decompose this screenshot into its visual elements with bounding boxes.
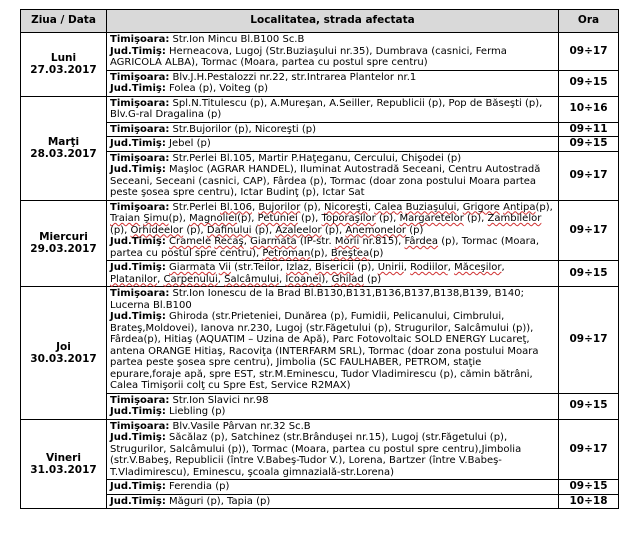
col-header-location: Localitatea, strada afectata	[107, 10, 559, 33]
hours-cell: 09÷17	[559, 287, 619, 394]
day-date: 30.03.2017	[30, 352, 97, 365]
col-header-day: Ziua / Data	[21, 10, 107, 33]
schedule-row	[21, 200, 619, 261]
schedule-row	[21, 122, 619, 137]
affected-streets: Str.Ion Slavici nr.98	[169, 394, 269, 406]
day-name: Marţi	[47, 136, 80, 148]
location-line	[110, 202, 555, 237]
area-label: Timişoara:	[110, 394, 170, 406]
area-label: Jud.Timiş:	[110, 83, 166, 94]
area-label: Jud.Timiş:	[110, 262, 166, 273]
affected-streets: Măguri (p), Tapia (p)	[165, 495, 271, 507]
location-line	[110, 406, 555, 418]
affected-streets: Ferendia (p)	[165, 481, 230, 492]
affected-streets: Str.Ion Mincu Bl.B100 Sc.B	[169, 34, 305, 45]
schedule-row	[21, 261, 619, 287]
location-cell	[107, 137, 559, 152]
location-line	[110, 421, 555, 433]
schedule-row	[21, 33, 619, 71]
location-cell	[107, 122, 559, 137]
location-line	[110, 496, 555, 508]
location-cell	[107, 419, 559, 480]
location-cell	[107, 480, 559, 495]
area-label: Jud.Timiş:	[110, 432, 166, 443]
hours-cell: 09÷17	[559, 151, 619, 200]
area-label: Jud.Timiş:	[110, 406, 166, 417]
location-cell	[107, 33, 559, 71]
schedule-row	[21, 137, 619, 152]
schedule-row	[21, 480, 619, 495]
day-date: 29.03.2017	[30, 243, 97, 256]
location-line	[110, 153, 555, 165]
affected-streets: Blv.J.H.Pestalozzi nr.22, str.Intrarea Plantelor nr.1	[169, 71, 417, 83]
day-cell	[21, 33, 107, 97]
location-line	[110, 164, 555, 199]
day-name: Vineri	[46, 451, 81, 464]
location-line	[110, 311, 555, 392]
schedule-row	[21, 151, 619, 200]
day-date: 28.03.2017	[30, 148, 97, 160]
area-label: Timişoara:	[110, 201, 170, 213]
day-name: Luni	[50, 52, 77, 65]
hours-cell: 09÷15	[559, 261, 619, 287]
area-label: Timişoara:	[110, 97, 170, 109]
schedule-row	[21, 70, 619, 96]
affected-streets: Blv.Vasile Pârvan nr.32 Sc.B	[169, 420, 311, 432]
hours-cell: 10÷18	[559, 494, 619, 509]
schedule-row	[21, 96, 619, 122]
affected-streets: Folea (p), Voiteg (p)	[165, 83, 269, 94]
location-line	[110, 98, 555, 121]
hours-cell: 09÷17	[559, 200, 619, 261]
day-cell	[21, 287, 107, 420]
affected-streets: Herneacova, Lugoj (Str.Buziaşului nr.35), Dumbrava (casnici, Ferma AGRICOLA ALBA), Tormac (Moara, partea cu postul spre centru)	[110, 45, 507, 68]
location-line	[110, 46, 555, 69]
hours-cell: 09÷15	[559, 137, 619, 152]
affected-streets: Giarmata Vii (str.Teilor, Izlaz, Bisericii (p), Unirii, Rodiilor, Măceşilor, Platanilor, Carpenului, Salcâmului, Icoanei), Ghilad (p)	[110, 262, 505, 285]
location-line	[110, 262, 555, 285]
affected-streets: Maşloc (AGRAR HANDEL), Iluminat Autostradă Seceani, Centru Autostradă Seceani, Seceani (casnici, CAP), Fârdea (p), Tormac (doar zona postului Moara partea peste şosea spre centru), Ictar Budinţ (p), Ictar Sat	[110, 164, 541, 198]
location-line	[110, 83, 555, 95]
day-cell	[21, 419, 107, 509]
affected-streets: Liebling (p)	[165, 406, 226, 417]
schedule-body	[21, 33, 619, 509]
location-line	[110, 481, 555, 493]
area-label: Timişoara:	[110, 34, 170, 45]
col-header-hours: Ora	[559, 10, 619, 33]
location-line	[110, 124, 555, 136]
location-line	[110, 34, 555, 46]
hours-cell: 09÷15	[559, 393, 619, 419]
affected-streets: Str.Perlei Bl.106, Bujorilor (p), Nicoreşti, Calea Buziaşului, Grigore Antipa(p), Traian Şimu(p), Magnoliei(p), Petuniei (p), Toporaşilor (p), Margaretelor (p), Zambilelor (p), Orhideelor (p), Dafinului (p), Azaleelor (p), Anemonelor (p)	[110, 201, 553, 236]
hours-cell: 09÷17	[559, 419, 619, 480]
area-label: Timişoara:	[110, 71, 170, 83]
location-cell	[107, 96, 559, 122]
day-name: Joi	[56, 340, 71, 353]
location-cell	[107, 494, 559, 509]
location-cell	[107, 287, 559, 394]
location-cell	[107, 200, 559, 261]
area-label: Jud.Timiş:	[110, 45, 166, 57]
hours-cell: 09÷15	[559, 480, 619, 495]
hours-cell: 09÷17	[559, 33, 619, 71]
area-label: Timişoara:	[110, 420, 170, 432]
affected-streets: Cramele Recaş, Giarmata (IP-str. Morii nr.815), Fârdea (p), Tormac (Moara, partea cu postul spre centru), Petroman(p), Breştea(p)	[110, 236, 540, 259]
affected-streets: Ghiroda (str.Prieteniei, Dunărea (p), Fumidii, Pelicanului, Cimbrului, Brateş,Moldovei), Ianova nr.230, Lugoj (str.Făgetului (p), Strugurilor, Salcâmului (p)), Fârdea(p), Hitiaş (AQUATIM – Uzina de Apă), Parc Fotovoltaic SOLD ENERGY Lucareţ, antena ORANGE Hitiaş, Racoviţa (INTERFARM SRL), Tormac (doar zona postului Moara partea peste şosea spre centru), Jimbolia (SC FAULHABER, PETROM, staţie epurare,foraje apă, spre EST, str.M.Eminescu, Tudor Vladimirescu (p), cămin bătrâni, Calea Timişorii colţ cu Spre Est, Service R2MAX)	[110, 311, 539, 391]
area-label: Timişoara:	[110, 288, 170, 299]
location-line	[110, 138, 555, 150]
affected-streets: Str.Perlei Bl.105, Martir P.Haţeganu, Cercului, Chişodei (p)	[169, 152, 462, 164]
location-line	[110, 395, 555, 407]
area-label: Jud.Timiş:	[110, 495, 166, 507]
hours-cell: 09÷15	[559, 70, 619, 96]
hours-cell: 10÷16	[559, 96, 619, 122]
affected-streets: Spl.N.Titulescu (p), A.Mureşan, A.Seiller, Republicii (p), Pop de Băseşti (p), Blv.G-ral Dragalina (p)	[110, 97, 543, 120]
location-line	[110, 288, 555, 311]
day-cell	[21, 200, 107, 287]
schedule-row	[21, 393, 619, 419]
area-label: Jud.Timiş:	[110, 164, 166, 175]
schedule-row	[21, 419, 619, 480]
affected-streets: Str.Bujorilor (p), Nicoreşti (p)	[169, 123, 317, 135]
area-label: Jud.Timiş:	[110, 138, 166, 149]
location-cell	[107, 70, 559, 96]
area-label: Jud.Timiş:	[110, 481, 166, 492]
schedule-row	[21, 494, 619, 509]
hours-cell: 09÷11	[559, 122, 619, 137]
schedule-table	[20, 9, 619, 509]
header-row	[21, 10, 619, 33]
location-line	[110, 432, 555, 478]
outage-schedule	[20, 9, 618, 509]
schedule-row	[21, 287, 619, 394]
affected-streets: Jebel (p)	[165, 138, 211, 149]
location-cell	[107, 151, 559, 200]
day-name: Miercuri	[39, 231, 88, 244]
day-cell	[21, 96, 107, 200]
area-label: Jud.Timiş:	[110, 236, 166, 247]
affected-streets: Str.Ion Ionescu de la Brad Bl.B130,B131,B136,B137,B138,B139, B140; Lucerna Bl.B100	[110, 288, 525, 311]
area-label: Timişoara:	[110, 152, 170, 164]
affected-streets: Săcălaz (p), Satchinez (str.Brânduşei nr.15), Lugoj (str.Făgetului (p), Strugurilor, Salcâmului (p)), Tormac (Moara, partea cu postul spre centru),Jimbolia (str.V.Babeş, Republicii (între V.Babeş-Tudor V.), Lorena, Bartzer (între V.Babeş-T.Vladimirescu), Eminescu, şcoala gimnazială-str.Lorena)	[110, 432, 522, 478]
location-cell	[107, 393, 559, 419]
location-line	[110, 72, 555, 84]
location-line	[110, 236, 555, 259]
area-label: Jud.Timiş:	[110, 311, 166, 322]
day-date: 31.03.2017	[30, 463, 97, 476]
day-date: 27.03.2017	[30, 64, 97, 77]
location-cell	[107, 261, 559, 287]
area-label: Timişoara:	[110, 123, 170, 135]
